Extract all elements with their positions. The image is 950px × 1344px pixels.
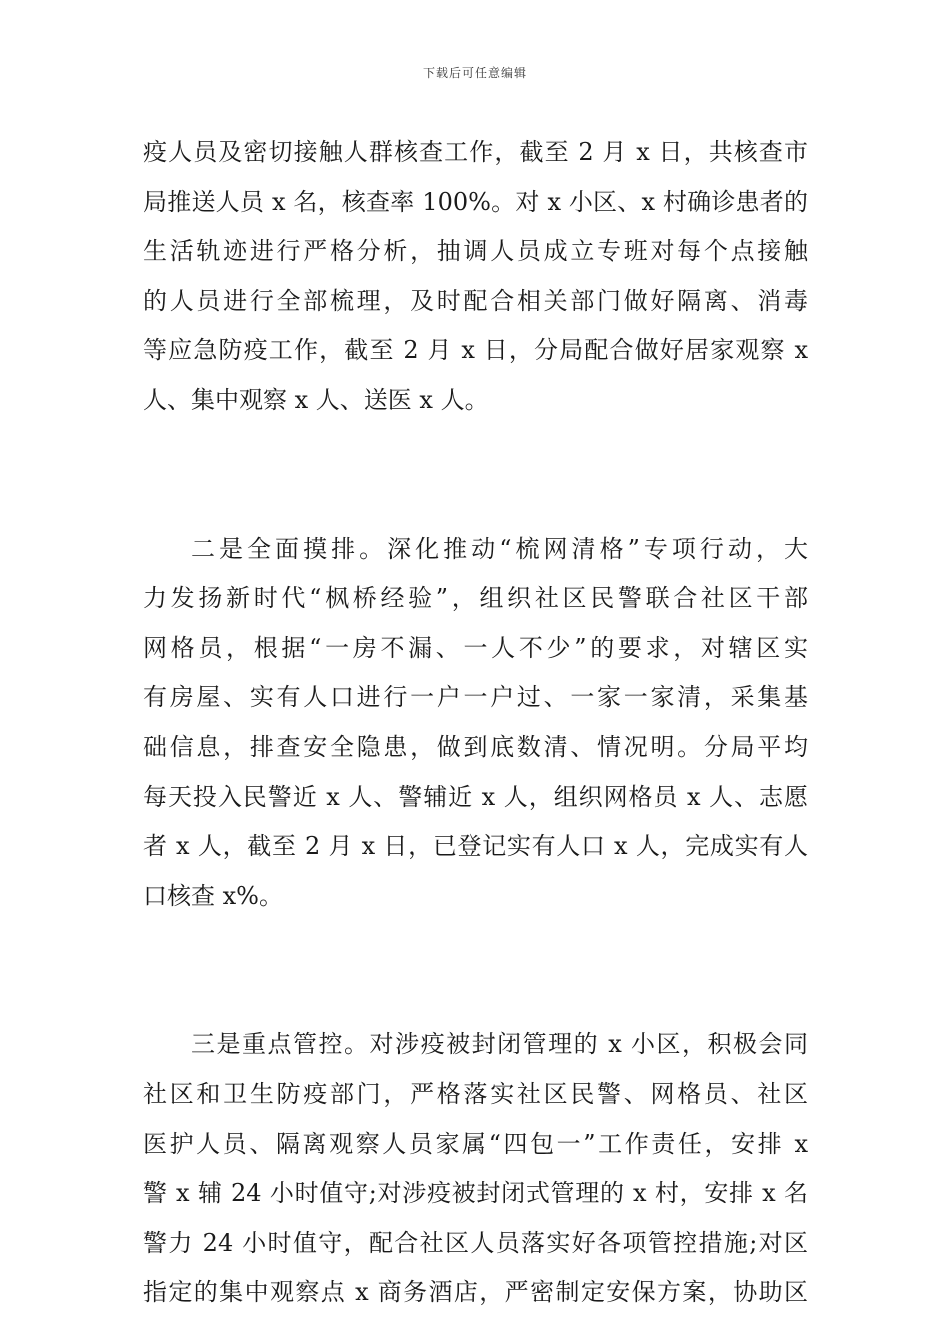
text-line: 二是全面摸排。深化推动“梳网清格”专项行动，大 [191,534,808,563]
text-line: 社区和卫生防疫部门，严格落实社区民警、网格员、社区 [143,1079,808,1108]
paragraph-2 [143,525,808,922]
paragraph-spacer [143,426,808,525]
text-line: 指定的集中观察点 x 商务酒店，严密制定安保方案，协助区 [143,1278,808,1307]
text-line: 警 x 辅 24 小时值守;对涉疫被封闭式管理的 x 村，安排 x 名 [143,1179,808,1208]
text-line: 生活轨迹进行严格分析，抽调人员成立专班对每个点接触 [143,237,808,266]
text-line: 每天投入民警近 x 人、警辅近 x 人，组织网格员 x 人、志愿 [143,782,808,811]
text-line: 口核查 x%。 [143,881,283,910]
text-line: 网格员，根据“一房不漏、一人不少”的要求，对辖区实 [143,633,808,662]
text-line: 人、集中观察 x 人、送医 x 人。 [143,385,489,414]
paragraph-1 [143,128,808,426]
text-line: 局推送人员 x 名，核查率 100%。对 x 小区、x 村确诊患者的 [143,187,808,216]
paragraph-3 [143,1020,808,1318]
page-header: 下载后可任意编辑 [422,66,527,80]
text-line: 有房屋、实有人口进行一户一户过、一家一家清，采集基 [143,683,808,712]
paragraph-spacer [143,921,808,1020]
text-line: 警力 24 小时值守，配合社区人员落实好各项管控措施;对区 [143,1228,808,1257]
text-line: 疫人员及密切接触人群核查工作，截至 2 月 x 日，共核查市 [143,138,808,166]
text-line: 三是重点管控。对涉疫被封闭管理的 x 小区，积极会同 [191,1030,808,1059]
text-line: 的人员进行全部梳理，及时配合相关部门做好隔离、消毒 [143,286,808,315]
document-body [143,128,808,1318]
text-line: 医护人员、隔离观察人员家属“四包一”工作责任，安排 x [143,1129,808,1158]
text-line: 等应急防疫工作，截至 2 月 x 日，分局配合做好居家观察 x [143,336,808,365]
text-line: 础信息，排查安全隐患，做到底数清、情况明。分局平均 [143,732,808,761]
text-line: 力发扬新时代“枫桥经验”，组织社区民警联合社区干部 [143,584,808,613]
text-line: 者 x 人，截至 2 月 x 日，已登记实有人口 x 人，完成实有人 [143,832,808,861]
